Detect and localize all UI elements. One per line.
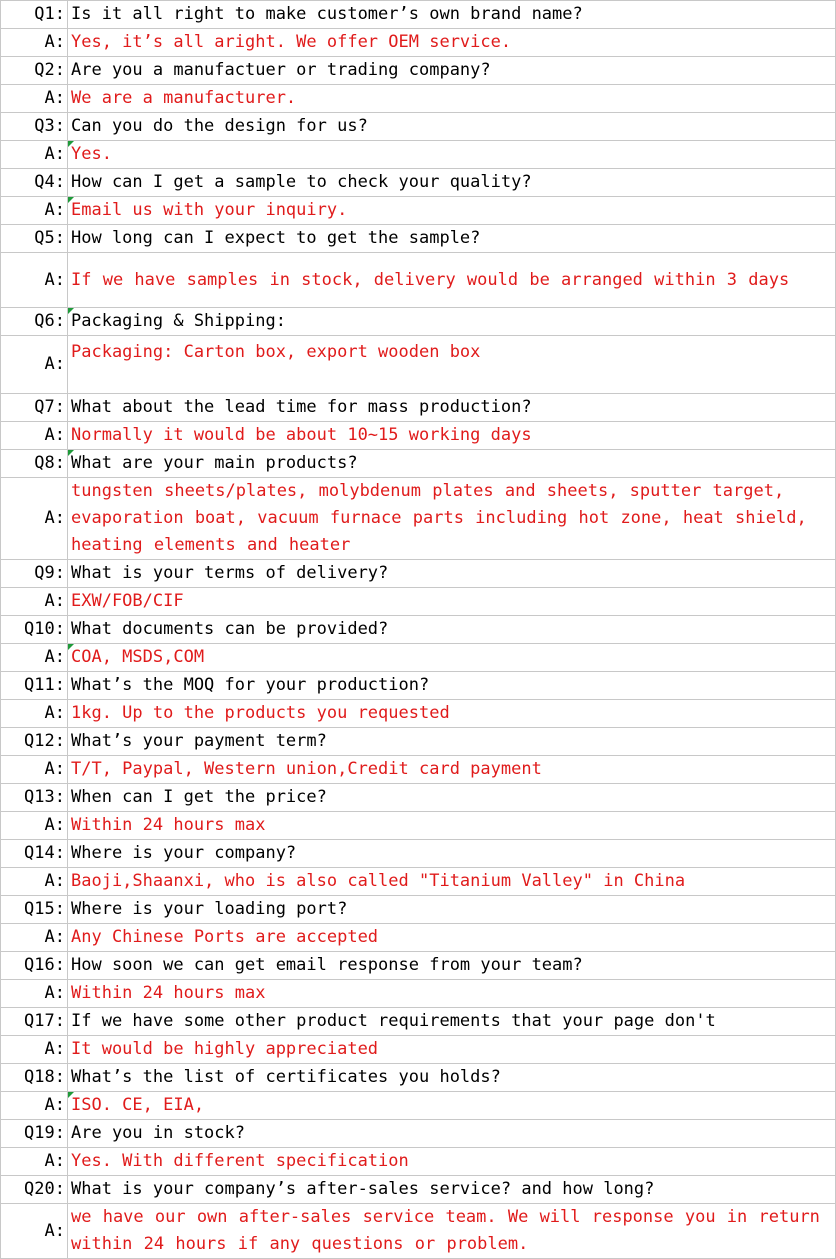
answer-row-18 bbox=[1, 1092, 836, 1120]
question-text[interactable]: What is your company’s after-sales service? and how long? bbox=[68, 1176, 836, 1204]
answer-row-8 bbox=[1, 478, 836, 560]
answer-label[interactable]: A: bbox=[1, 85, 68, 113]
question-row-16 bbox=[1, 952, 836, 980]
question-label[interactable]: Q14: bbox=[1, 840, 68, 868]
answer-text[interactable]: It would be highly appreciated bbox=[68, 1036, 836, 1064]
question-text[interactable]: What’s your payment term? bbox=[68, 728, 836, 756]
answer-label[interactable]: A: bbox=[1, 336, 68, 394]
question-row-7 bbox=[1, 394, 836, 422]
answer-row-15 bbox=[1, 924, 836, 952]
answer-label[interactable]: A: bbox=[1, 422, 68, 450]
answer-text[interactable]: 1kg. Up to the products you requested bbox=[68, 700, 836, 728]
answer-row-3 bbox=[1, 141, 836, 169]
answer-label[interactable]: A: bbox=[1, 756, 68, 784]
answer-text[interactable]: we have our own after-sales service team. We will response you in return within 24 hours if any questions or problem. bbox=[68, 1204, 836, 1259]
question-row-11 bbox=[1, 672, 836, 700]
question-label[interactable]: Q6: bbox=[1, 308, 68, 336]
answer-text[interactable]: Email us with your inquiry. bbox=[68, 197, 836, 225]
question-row-15 bbox=[1, 896, 836, 924]
answer-label[interactable]: A: bbox=[1, 1204, 68, 1259]
question-text[interactable]: Is it all right to make customer’s own brand name? bbox=[68, 1, 836, 29]
answer-row-12 bbox=[1, 756, 836, 784]
answer-text[interactable]: ISO. CE, EIA, bbox=[68, 1092, 836, 1120]
question-label[interactable]: Q2: bbox=[1, 57, 68, 85]
question-row-4 bbox=[1, 169, 836, 197]
faq-table-body bbox=[1, 1, 836, 1259]
question-row-20 bbox=[1, 1176, 836, 1204]
question-row-14 bbox=[1, 840, 836, 868]
answer-label[interactable]: A: bbox=[1, 812, 68, 840]
question-row-1 bbox=[1, 1, 836, 29]
question-text[interactable]: How soon we can get email response from your team? bbox=[68, 952, 836, 980]
answer-row-6 bbox=[1, 336, 836, 394]
answer-text[interactable]: Baoji,Shaanxi, who is also called "Titanium Valley" in China bbox=[68, 868, 836, 896]
answer-label[interactable]: A: bbox=[1, 1148, 68, 1176]
answer-label[interactable]: A: bbox=[1, 588, 68, 616]
answer-text[interactable]: Any Chinese Ports are accepted bbox=[68, 924, 836, 952]
answer-row-14 bbox=[1, 868, 836, 896]
question-label[interactable]: Q5: bbox=[1, 225, 68, 253]
answer-row-1 bbox=[1, 29, 836, 57]
answer-label[interactable]: A: bbox=[1, 868, 68, 896]
answer-text[interactable]: COA, MSDS,COM bbox=[68, 644, 836, 672]
answer-row-17 bbox=[1, 1036, 836, 1064]
answer-row-10 bbox=[1, 644, 836, 672]
answer-label[interactable]: A: bbox=[1, 924, 68, 952]
question-label[interactable]: Q3: bbox=[1, 113, 68, 141]
question-label[interactable]: Q1: bbox=[1, 1, 68, 29]
answer-text[interactable]: tungsten sheets/plates, molybdenum plates and sheets, sputter target, evaporation boat, vacuum furnace parts including hot zone, heat shield, heating elements and heater bbox=[68, 478, 836, 560]
answer-row-19 bbox=[1, 1148, 836, 1176]
question-label[interactable]: Q11: bbox=[1, 672, 68, 700]
answer-label[interactable]: A: bbox=[1, 29, 68, 57]
question-label[interactable]: Q4: bbox=[1, 169, 68, 197]
question-row-19 bbox=[1, 1120, 836, 1148]
question-row-18 bbox=[1, 1064, 836, 1092]
question-row-8 bbox=[1, 450, 836, 478]
answer-label[interactable]: A: bbox=[1, 644, 68, 672]
question-text[interactable]: If we have some other product requirements that your page don't bbox=[68, 1008, 836, 1036]
question-text[interactable]: What’s the list of certificates you holds? bbox=[68, 1064, 836, 1092]
question-row-9 bbox=[1, 560, 836, 588]
answer-row-16 bbox=[1, 980, 836, 1008]
question-text[interactable]: What are your main products? bbox=[68, 450, 836, 478]
question-text[interactable]: Are you a manufactuer or trading company? bbox=[68, 57, 836, 85]
question-text[interactable]: Are you in stock? bbox=[68, 1120, 836, 1148]
question-row-3 bbox=[1, 113, 836, 141]
answer-text[interactable]: Yes, it’s all aright. We offer OEM service. bbox=[68, 29, 836, 57]
answer-label[interactable]: A: bbox=[1, 700, 68, 728]
question-label[interactable]: Q7: bbox=[1, 394, 68, 422]
answer-row-20 bbox=[1, 1204, 836, 1259]
question-label[interactable]: Q16: bbox=[1, 952, 68, 980]
question-label[interactable]: Q10: bbox=[1, 616, 68, 644]
question-label[interactable]: Q19: bbox=[1, 1120, 68, 1148]
question-row-5 bbox=[1, 225, 836, 253]
answer-text[interactable]: Packaging: Carton box, export wooden box bbox=[68, 336, 836, 394]
answer-row-2 bbox=[1, 85, 836, 113]
question-text[interactable]: How can I get a sample to check your quality? bbox=[68, 169, 836, 197]
question-text[interactable]: What about the lead time for mass production? bbox=[68, 394, 836, 422]
answer-text[interactable]: We are a manufacturer. bbox=[68, 85, 836, 113]
question-text[interactable]: When can I get the price? bbox=[68, 784, 836, 812]
question-row-13 bbox=[1, 784, 836, 812]
answer-label[interactable]: A: bbox=[1, 1036, 68, 1064]
answer-text[interactable]: Within 24 hours max bbox=[68, 812, 836, 840]
answer-label[interactable]: A: bbox=[1, 253, 68, 308]
question-text[interactable]: Can you do the design for us? bbox=[68, 113, 836, 141]
question-text[interactable]: How long can I expect to get the sample? bbox=[68, 225, 836, 253]
answer-text[interactable]: Yes. With different specification bbox=[68, 1148, 836, 1176]
answer-text[interactable]: EXW/FOB/CIF bbox=[68, 588, 836, 616]
answer-label[interactable]: A: bbox=[1, 980, 68, 1008]
question-text[interactable]: What documents can be provided? bbox=[68, 616, 836, 644]
question-row-10 bbox=[1, 616, 836, 644]
question-row-6 bbox=[1, 308, 836, 336]
question-text[interactable]: Packaging & Shipping: bbox=[68, 308, 836, 336]
question-text[interactable]: Where is your loading port? bbox=[68, 896, 836, 924]
question-label[interactable]: Q20: bbox=[1, 1176, 68, 1204]
answer-text[interactable]: Yes. bbox=[68, 141, 836, 169]
question-label[interactable]: Q15: bbox=[1, 896, 68, 924]
answer-row-9 bbox=[1, 588, 836, 616]
question-label[interactable]: Q13: bbox=[1, 784, 68, 812]
answer-text[interactable]: If we have samples in stock, delivery would be arranged within 3 days bbox=[68, 253, 836, 308]
answer-row-13 bbox=[1, 812, 836, 840]
question-label[interactable]: Q18: bbox=[1, 1064, 68, 1092]
answer-label[interactable]: A: bbox=[1, 141, 68, 169]
question-label[interactable]: Q17: bbox=[1, 1008, 68, 1036]
question-row-17 bbox=[1, 1008, 836, 1036]
answer-label[interactable]: A: bbox=[1, 197, 68, 225]
answer-row-7 bbox=[1, 422, 836, 450]
question-text[interactable]: What is your terms of delivery? bbox=[68, 560, 836, 588]
answer-text[interactable]: T/T, Paypal, Western union,Credit card payment bbox=[68, 756, 836, 784]
answer-row-5 bbox=[1, 253, 836, 308]
answer-text[interactable]: Normally it would be about 10~15 working days bbox=[68, 422, 836, 450]
question-label[interactable]: Q12: bbox=[1, 728, 68, 756]
question-row-2 bbox=[1, 57, 836, 85]
question-label[interactable]: Q8: bbox=[1, 450, 68, 478]
answer-text[interactable]: Within 24 hours max bbox=[68, 980, 836, 1008]
question-label[interactable]: Q9: bbox=[1, 560, 68, 588]
question-row-12 bbox=[1, 728, 836, 756]
answer-label[interactable]: A: bbox=[1, 478, 68, 560]
answer-row-4 bbox=[1, 197, 836, 225]
question-text[interactable]: What’s the MOQ for your production? bbox=[68, 672, 836, 700]
question-text[interactable]: Where is your company? bbox=[68, 840, 836, 868]
answer-label[interactable]: A: bbox=[1, 1092, 68, 1120]
answer-row-11 bbox=[1, 700, 836, 728]
